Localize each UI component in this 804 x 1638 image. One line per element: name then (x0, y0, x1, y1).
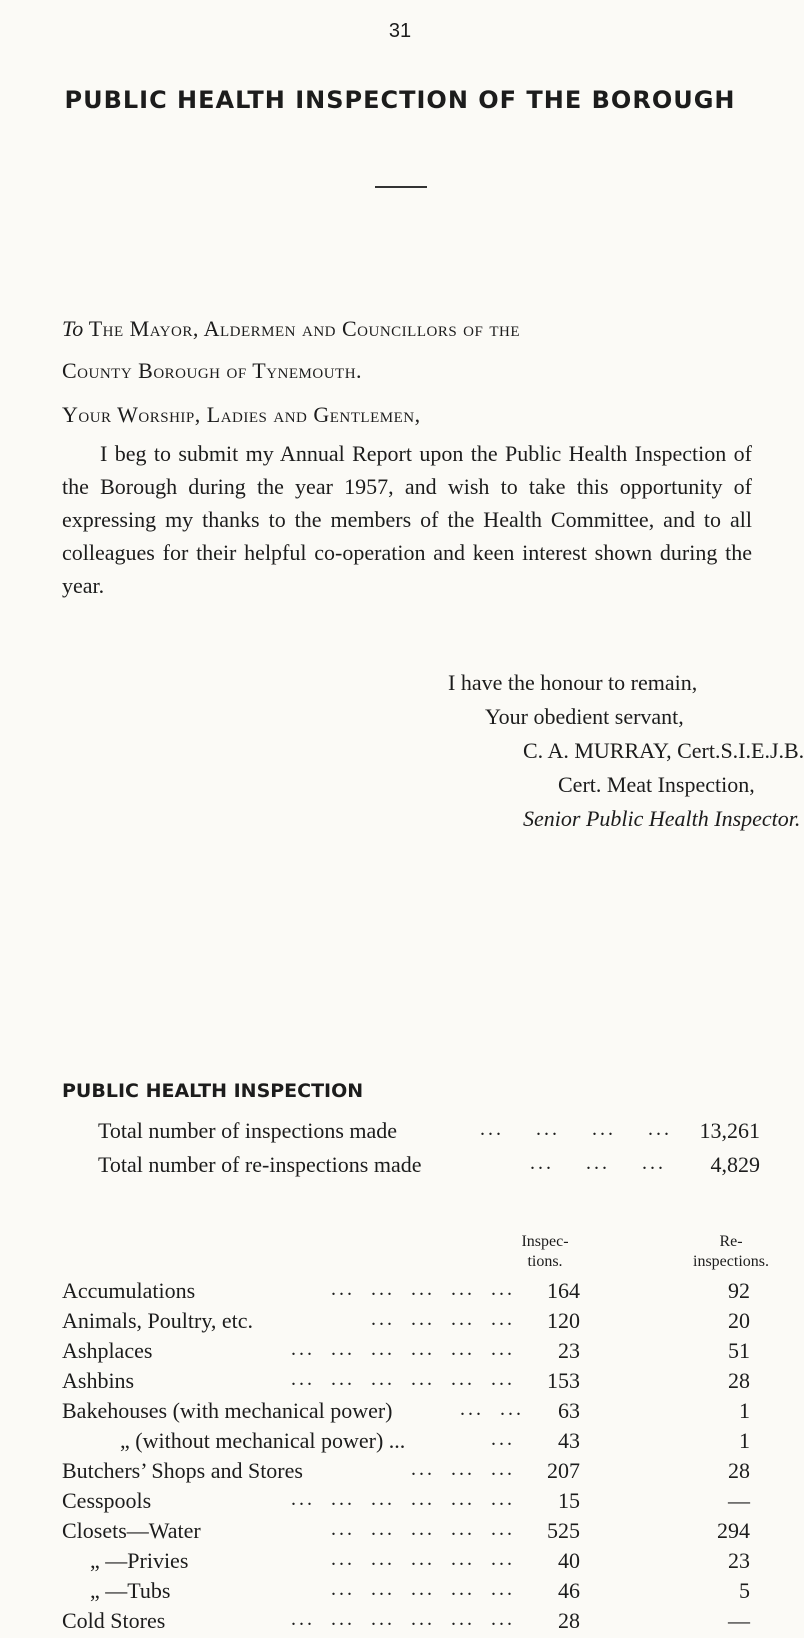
column-header-inspections: Inspec- tions. (521, 1233, 569, 1270)
leader-dots: ... ... ... ... (371, 1308, 515, 1330)
leader-dots: ... (491, 1428, 515, 1450)
leader-dots: ... ... ... ... ... ... (291, 1608, 515, 1630)
closing-line-4: Cert. Meat Inspection, (558, 772, 755, 797)
addressee-line1-text: The Mayor, Aldermen and Councillors of the (88, 316, 521, 341)
inspections-value: 164 (547, 1278, 580, 1303)
inspections-value: 28 (558, 1608, 580, 1633)
column-header-reinspections: Re- inspections. (693, 1233, 769, 1270)
row-label: Ashbins (62, 1368, 135, 1393)
row-label: Cesspools (62, 1488, 152, 1513)
reinspections-value: 294 (717, 1518, 750, 1543)
table-row (0, 1278, 800, 1308)
reinspections-value: 1 (739, 1428, 750, 1453)
title-divider (375, 186, 427, 188)
letter-body (62, 437, 752, 602)
reinspections-value: — (728, 1488, 750, 1513)
leader-dots: ... ... ... ... ... ... (291, 1488, 515, 1510)
table-row (0, 1368, 800, 1398)
inspections-value: 525 (547, 1518, 580, 1543)
addressee-to: To (62, 316, 84, 341)
row-label: Butchers’ Shops and Stores (62, 1458, 303, 1483)
inspections-value: 15 (558, 1488, 580, 1513)
row-label: „ —Privies (90, 1548, 189, 1573)
inspections-value: 43 (558, 1428, 580, 1453)
salutation: Your Worship, Ladies and Gentlemen, (62, 402, 421, 427)
inspections-value: 207 (547, 1458, 580, 1483)
reinspections-value: 1 (739, 1398, 750, 1423)
addressee-line-2: County Borough of Tynemouth. (62, 358, 363, 383)
closing-line-1: I have the honour to remain, (448, 670, 698, 695)
closing-line-2: Your obedient servant, (485, 704, 684, 729)
addressee (62, 308, 520, 392)
reinspections-value: 51 (728, 1338, 750, 1363)
inspections-value: 153 (547, 1368, 580, 1393)
table-row (0, 1458, 800, 1488)
total-label: Total number of re-inspections made (98, 1152, 422, 1177)
reinspections-value: 28 (728, 1368, 750, 1393)
closing-signature: C. A. MURRAY, Cert.S.I.E.J.B. (523, 738, 804, 763)
leader-dots: ... ... ... (530, 1152, 666, 1174)
section-title: PUBLIC HEALTH INSPECTION (62, 1080, 364, 1102)
table-row (0, 1308, 800, 1338)
table-row (0, 1398, 800, 1428)
reinspections-value: 5 (739, 1578, 750, 1603)
reinspections-value: — (728, 1608, 750, 1633)
addressee-line-1 (62, 308, 520, 350)
letter-body-text: I beg to submit my Annual Report upon the Public Health Inspection of the Borough during the year 1957, and wish to take this opportunity of expressing my thanks to the members of the Health Committee, and to all colleagues for their helpful co-operation and keen interest shown during the year. (62, 441, 752, 598)
row-label: Closets—Water (62, 1518, 201, 1543)
leader-dots: ... ... ... ... ... (331, 1278, 515, 1300)
row-label: „ (without mechanical power) ... (120, 1428, 406, 1453)
row-label: Animals, Poultry, etc. (62, 1308, 254, 1333)
leader-dots: ... ... ... ... ... ... (291, 1338, 515, 1360)
table-row (0, 1548, 800, 1578)
reinspections-value: 23 (728, 1548, 750, 1573)
leader-dots: ... ... ... (411, 1458, 515, 1480)
table-row (0, 1428, 800, 1458)
page-number: 31 (388, 20, 412, 42)
row-label: „ —Tubs (90, 1578, 171, 1603)
inspections-value: 40 (558, 1548, 580, 1573)
total-label: Total number of inspections made (98, 1118, 398, 1143)
leader-dots: ... ... ... ... ... (331, 1578, 515, 1600)
leader-dots: ... ... ... ... ... ... (291, 1368, 515, 1390)
table-row (0, 1608, 800, 1638)
closing-line-5: Senior Public Health Inspector. (523, 806, 801, 831)
table-row (0, 1578, 800, 1608)
row-label: Ashplaces (62, 1338, 153, 1363)
total-value: 13,261 (699, 1118, 760, 1143)
reinspections-value: 20 (728, 1308, 750, 1333)
leader-dots: ... ... (460, 1398, 524, 1420)
table-row (0, 1488, 800, 1518)
inspections-value: 23 (558, 1338, 580, 1363)
leader-dots: ... ... ... ... ... (331, 1548, 515, 1570)
row-label: Cold Stores (62, 1608, 166, 1633)
table-row (0, 1518, 800, 1548)
reinspections-value: 92 (728, 1278, 750, 1303)
table-row (0, 1338, 800, 1368)
reinspections-value: 28 (728, 1458, 750, 1483)
inspections-value: 120 (547, 1308, 580, 1333)
inspections-value: 46 (558, 1578, 580, 1603)
leader-dots: ... ... ... ... (480, 1118, 672, 1140)
row-label: Accumulations (62, 1278, 196, 1303)
leader-dots: ... ... ... ... ... (331, 1518, 515, 1540)
total-value: 4,829 (710, 1152, 760, 1177)
page-title: PUBLIC HEALTH INSPECTION OF THE BOROUGH (64, 86, 736, 114)
inspections-value: 63 (558, 1398, 580, 1423)
row-label: Bakehouses (with mechanical power) (62, 1398, 393, 1423)
